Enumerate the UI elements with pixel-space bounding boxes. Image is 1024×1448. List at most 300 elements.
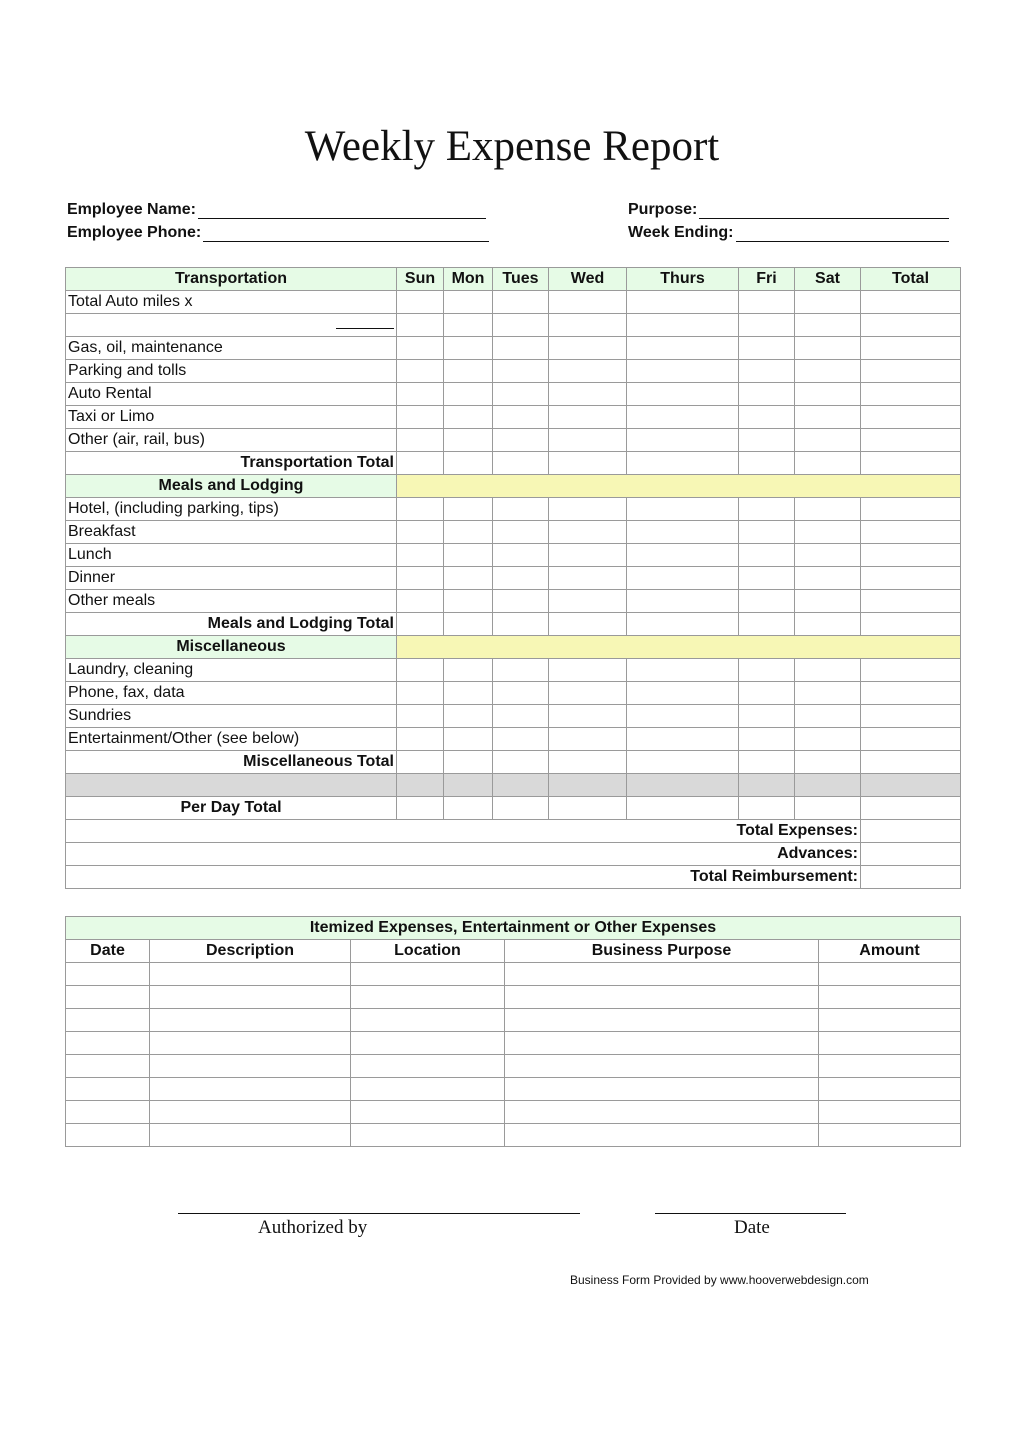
amount-cell[interactable] — [493, 544, 549, 567]
entry-cell[interactable] — [819, 963, 961, 986]
row-label: Breakfast — [66, 521, 397, 544]
amount-cell[interactable] — [444, 337, 493, 360]
table-row — [66, 705, 961, 728]
entry-cell[interactable] — [819, 1032, 961, 1055]
amount-cell[interactable] — [397, 567, 444, 590]
amount-cell[interactable] — [493, 337, 549, 360]
amount-cell[interactable] — [795, 521, 861, 544]
amount-cell[interactable] — [444, 544, 493, 567]
table-row — [66, 360, 961, 383]
entry-cell[interactable] — [150, 1078, 351, 1101]
amount-cell[interactable] — [627, 314, 739, 337]
amount-cell[interactable] — [493, 429, 549, 452]
amount-cell[interactable] — [549, 705, 627, 728]
amount-cell[interactable] — [493, 590, 549, 613]
amount-cell[interactable] — [444, 590, 493, 613]
amount-cell[interactable] — [397, 613, 444, 636]
amount-cell[interactable] — [549, 521, 627, 544]
amount-cell[interactable] — [861, 866, 961, 889]
amount-cell[interactable] — [397, 452, 444, 475]
amount-cell[interactable] — [444, 291, 493, 314]
amount-cell[interactable] — [627, 383, 739, 406]
mileage-rate-line[interactable] — [336, 314, 394, 329]
entry-cell[interactable] — [66, 1124, 150, 1147]
amount-cell[interactable] — [397, 705, 444, 728]
amount-cell[interactable] — [549, 452, 627, 475]
amount-cell[interactable] — [493, 613, 549, 636]
amount-cell[interactable] — [493, 659, 549, 682]
amount-cell[interactable] — [493, 291, 549, 314]
meals-total-label: Meals and Lodging Total — [66, 613, 397, 636]
amount-cell[interactable] — [627, 452, 739, 475]
amount-cell[interactable] — [397, 498, 444, 521]
amount-cell[interactable] — [549, 498, 627, 521]
amount-cell[interactable] — [627, 406, 739, 429]
amount-cell[interactable] — [493, 406, 549, 429]
row-label: Entertainment/Other (see below) — [66, 728, 397, 751]
amount-cell[interactable] — [549, 337, 627, 360]
amount-cell[interactable] — [549, 544, 627, 567]
amount-cell[interactable] — [444, 751, 493, 774]
table-row — [66, 383, 961, 406]
column-header: Total — [861, 268, 961, 291]
amount-cell[interactable] — [397, 751, 444, 774]
spacer-cell — [795, 774, 861, 797]
row-label: Parking and tolls — [66, 360, 397, 383]
row-label: Laundry, cleaning — [66, 659, 397, 682]
amount-cell[interactable] — [397, 337, 444, 360]
spacer-cell — [627, 774, 739, 797]
entry-cell[interactable] — [351, 1032, 505, 1055]
entry-cell[interactable] — [351, 1055, 505, 1078]
amount-cell[interactable] — [493, 452, 549, 475]
spacer-cell — [861, 774, 961, 797]
amount-cell[interactable] — [493, 567, 549, 590]
itemized-title: Itemized Expenses, Entertainment or Other Expenses — [66, 917, 961, 940]
amount-cell[interactable] — [627, 682, 739, 705]
itemized-table — [65, 916, 961, 1147]
amount-cell[interactable] — [493, 682, 549, 705]
row-label: Total Auto miles x — [66, 291, 397, 314]
itemized-header-row — [66, 940, 961, 963]
table-row — [66, 1078, 961, 1101]
amount-cell[interactable] — [549, 406, 627, 429]
amount-cell[interactable] — [739, 797, 795, 820]
amount-cell[interactable] — [627, 705, 739, 728]
entry-cell[interactable] — [66, 1055, 150, 1078]
entry-cell[interactable] — [505, 1032, 819, 1055]
entry-cell[interactable] — [819, 1009, 961, 1032]
amount-cell[interactable] — [444, 521, 493, 544]
amount-cell[interactable] — [739, 498, 795, 521]
amount-cell[interactable] — [795, 590, 861, 613]
column-header: Sat — [795, 268, 861, 291]
amount-cell[interactable] — [739, 682, 795, 705]
row-label: Taxi or Limo — [66, 406, 397, 429]
entry-cell[interactable] — [505, 1078, 819, 1101]
amount-cell[interactable] — [493, 797, 549, 820]
row-label: Lunch — [66, 544, 397, 567]
amount-cell[interactable] — [444, 728, 493, 751]
amount-cell[interactable] — [739, 613, 795, 636]
amount-cell[interactable] — [739, 337, 795, 360]
column-header: Wed — [549, 268, 627, 291]
column-header: Thurs — [627, 268, 739, 291]
amount-cell[interactable] — [549, 797, 627, 820]
entry-cell[interactable] — [351, 1101, 505, 1124]
table-row — [66, 1124, 961, 1147]
amount-cell[interactable] — [627, 728, 739, 751]
entry-cell[interactable] — [351, 963, 505, 986]
amount-cell[interactable] — [444, 383, 493, 406]
amount-cell[interactable] — [444, 452, 493, 475]
amount-cell[interactable] — [549, 613, 627, 636]
amount-cell[interactable] — [627, 337, 739, 360]
amount-cell[interactable] — [861, 337, 961, 360]
amount-cell[interactable] — [861, 521, 961, 544]
entry-cell[interactable] — [66, 1101, 150, 1124]
table-row — [66, 1009, 961, 1032]
entry-cell[interactable] — [351, 986, 505, 1009]
summary-row — [66, 843, 961, 866]
amount-cell[interactable] — [795, 544, 861, 567]
amount-cell[interactable] — [861, 682, 961, 705]
amount-cell[interactable] — [795, 751, 861, 774]
amount-cell[interactable] — [627, 544, 739, 567]
amount-cell[interactable] — [627, 659, 739, 682]
section-band — [397, 475, 961, 498]
entry-cell[interactable] — [819, 1055, 961, 1078]
total-reimbursement-label: Total Reimbursement: — [66, 866, 861, 889]
amount-cell[interactable] — [861, 797, 961, 820]
purpose-line[interactable] — [699, 202, 949, 219]
entry-cell[interactable] — [150, 1009, 351, 1032]
amount-cell[interactable] — [397, 291, 444, 314]
table-row — [66, 521, 961, 544]
amount-cell[interactable] — [627, 751, 739, 774]
amount-cell[interactable] — [444, 705, 493, 728]
amount-cell[interactable] — [444, 797, 493, 820]
row-label: Sundries — [66, 705, 397, 728]
amount-cell[interactable] — [444, 613, 493, 636]
amount-cell[interactable] — [739, 659, 795, 682]
amount-cell[interactable] — [397, 728, 444, 751]
amount-cell[interactable] — [861, 452, 961, 475]
amount-cell[interactable] — [444, 406, 493, 429]
amount-cell[interactable] — [549, 590, 627, 613]
amount-cell[interactable] — [397, 590, 444, 613]
spacer-cell — [549, 774, 627, 797]
entry-cell[interactable] — [351, 1124, 505, 1147]
row-label: Auto Rental — [66, 383, 397, 406]
amount-cell[interactable] — [549, 682, 627, 705]
amount-cell[interactable] — [861, 613, 961, 636]
footer-credit: Business Form Provided by www.hooverwebdesign.com — [570, 1273, 869, 1287]
entry-cell[interactable] — [66, 1009, 150, 1032]
spacer-row — [66, 774, 961, 797]
amount-cell[interactable] — [627, 613, 739, 636]
column-header: Date — [66, 940, 150, 963]
entry-cell[interactable] — [505, 1124, 819, 1147]
amount-cell[interactable] — [493, 728, 549, 751]
table-row — [66, 291, 961, 314]
spacer-cell — [493, 774, 549, 797]
amount-cell[interactable] — [739, 360, 795, 383]
row-label: Gas, oil, maintenance — [66, 337, 397, 360]
row-label: Phone, fax, data — [66, 682, 397, 705]
amount-cell[interactable] — [444, 314, 493, 337]
misc-total-label: Miscellaneous Total — [66, 751, 397, 774]
amount-cell[interactable] — [795, 797, 861, 820]
amount-cell[interactable] — [861, 383, 961, 406]
page-title: Weekly Expense Report — [304, 123, 720, 170]
entry-cell[interactable] — [819, 986, 961, 1009]
entry-cell[interactable] — [150, 1032, 351, 1055]
table-row — [66, 406, 961, 429]
amount-cell[interactable] — [493, 498, 549, 521]
column-header: Tues — [493, 268, 549, 291]
employee-name-label: Employee Name: — [67, 201, 196, 218]
week-ending-line[interactable] — [736, 225, 949, 242]
amount-cell[interactable] — [549, 314, 627, 337]
amount-cell[interactable] — [861, 590, 961, 613]
employee-name-field[interactable] — [67, 201, 486, 219]
amount-cell[interactable] — [739, 406, 795, 429]
amount-cell[interactable] — [795, 659, 861, 682]
table-row — [66, 314, 961, 337]
entry-cell[interactable] — [66, 986, 150, 1009]
entry-cell[interactable] — [66, 1078, 150, 1101]
amount-cell[interactable] — [795, 291, 861, 314]
table-row — [66, 986, 961, 1009]
amount-cell[interactable] — [493, 314, 549, 337]
amount-cell[interactable] — [739, 728, 795, 751]
amount-cell[interactable] — [397, 429, 444, 452]
transportation-header: Transportation — [66, 268, 397, 291]
row-label: Dinner — [66, 567, 397, 590]
amount-cell[interactable] — [444, 567, 493, 590]
amount-cell[interactable] — [397, 314, 444, 337]
entry-cell[interactable] — [819, 1124, 961, 1147]
entry-cell[interactable] — [150, 1055, 351, 1078]
employee-name-line[interactable] — [198, 202, 486, 219]
subtotal-row — [66, 613, 961, 636]
employee-phone-field[interactable] — [67, 224, 489, 242]
amount-cell[interactable] — [739, 521, 795, 544]
amount-cell[interactable] — [861, 406, 961, 429]
amount-cell[interactable] — [795, 383, 861, 406]
entry-cell[interactable] — [351, 1009, 505, 1032]
amount-cell[interactable] — [861, 544, 961, 567]
header-row — [66, 268, 961, 291]
amount-cell[interactable] — [627, 291, 739, 314]
amount-cell[interactable] — [397, 521, 444, 544]
amount-cell[interactable] — [861, 498, 961, 521]
table-row — [66, 1055, 961, 1078]
transportation-total-label: Transportation Total — [66, 452, 397, 475]
entry-cell[interactable] — [505, 986, 819, 1009]
employee-phone-line[interactable] — [203, 225, 489, 242]
amount-cell[interactable] — [739, 567, 795, 590]
entry-cell[interactable] — [351, 1078, 505, 1101]
per-day-total-label: Per Day Total — [66, 797, 397, 820]
entry-cell[interactable] — [505, 963, 819, 986]
table-row — [66, 728, 961, 751]
amount-cell[interactable] — [549, 567, 627, 590]
entry-cell[interactable] — [150, 1101, 351, 1124]
amount-cell[interactable] — [739, 314, 795, 337]
spacer-cell — [444, 774, 493, 797]
week-ending-label: Week Ending: — [628, 224, 734, 241]
per-day-row — [66, 797, 961, 820]
amount-cell[interactable] — [444, 498, 493, 521]
amount-cell[interactable] — [795, 705, 861, 728]
amount-cell[interactable] — [739, 291, 795, 314]
amount-cell[interactable] — [739, 429, 795, 452]
entry-cell[interactable] — [66, 963, 150, 986]
amount-cell[interactable] — [493, 521, 549, 544]
amount-cell[interactable] — [861, 429, 961, 452]
amount-cell[interactable] — [861, 567, 961, 590]
amount-cell[interactable] — [739, 590, 795, 613]
amount-cell[interactable] — [795, 613, 861, 636]
column-header: Description — [150, 940, 351, 963]
column-header: Mon — [444, 268, 493, 291]
authorized-signature-line[interactable] — [178, 1213, 580, 1214]
amount-cell[interactable] — [549, 751, 627, 774]
amount-cell[interactable] — [397, 797, 444, 820]
spacer-cell — [66, 774, 397, 797]
table-row — [66, 1032, 961, 1055]
amount-cell[interactable] — [795, 498, 861, 521]
employee-phone-label: Employee Phone: — [67, 224, 202, 241]
spacer-cell — [739, 774, 795, 797]
amount-cell[interactable] — [627, 797, 739, 820]
entry-cell[interactable] — [505, 1101, 819, 1124]
section-header-row — [66, 636, 961, 659]
amount-cell[interactable] — [627, 498, 739, 521]
table-row — [66, 567, 961, 590]
amount-cell[interactable] — [397, 360, 444, 383]
amount-cell[interactable] — [795, 360, 861, 383]
amount-cell[interactable] — [739, 544, 795, 567]
amount-cell[interactable] — [795, 406, 861, 429]
amount-cell[interactable] — [549, 360, 627, 383]
total-expenses-label: Total Expenses: — [66, 820, 861, 843]
amount-cell[interactable] — [861, 705, 961, 728]
column-header: Business Purpose — [505, 940, 819, 963]
table-row — [66, 429, 961, 452]
entry-cell[interactable] — [150, 1124, 351, 1147]
amount-cell[interactable] — [739, 383, 795, 406]
amount-cell[interactable] — [861, 728, 961, 751]
amount-cell[interactable] — [493, 360, 549, 383]
amount-cell[interactable] — [795, 728, 861, 751]
amount-cell[interactable] — [739, 705, 795, 728]
purpose-label: Purpose: — [628, 201, 698, 218]
amount-cell[interactable] — [397, 383, 444, 406]
amount-cell[interactable] — [397, 544, 444, 567]
table-row — [66, 1101, 961, 1124]
row-label: Other meals — [66, 590, 397, 613]
amount-cell[interactable] — [861, 751, 961, 774]
amount-cell[interactable] — [397, 682, 444, 705]
amount-cell[interactable] — [549, 659, 627, 682]
amount-cell[interactable] — [627, 360, 739, 383]
table-row — [66, 337, 961, 360]
amount-cell[interactable] — [444, 360, 493, 383]
row-label: Hotel, (including parking, tips) — [66, 498, 397, 521]
amount-cell[interactable] — [739, 452, 795, 475]
table-row — [66, 544, 961, 567]
spacer-cell — [397, 774, 444, 797]
expense-table — [65, 267, 961, 889]
table-row — [66, 659, 961, 682]
amount-cell[interactable] — [739, 751, 795, 774]
entry-cell[interactable] — [66, 1032, 150, 1055]
amount-cell[interactable] — [795, 337, 861, 360]
amount-cell[interactable] — [549, 383, 627, 406]
amount-cell[interactable] — [493, 751, 549, 774]
itemized-title-row — [66, 917, 961, 940]
summary-row — [66, 866, 961, 889]
amount-cell[interactable] — [627, 590, 739, 613]
purpose-field[interactable] — [628, 201, 949, 219]
amount-cell[interactable] — [627, 567, 739, 590]
amount-cell[interactable] — [444, 659, 493, 682]
amount-cell[interactable] — [493, 705, 549, 728]
amount-cell[interactable] — [795, 452, 861, 475]
column-header: Location — [351, 940, 505, 963]
mileage-rate-blank[interactable] — [66, 314, 397, 337]
amount-cell[interactable] — [795, 682, 861, 705]
entry-cell[interactable] — [150, 963, 351, 986]
entry-cell[interactable] — [150, 986, 351, 1009]
amount-cell[interactable] — [861, 291, 961, 314]
amount-cell[interactable] — [861, 659, 961, 682]
entry-cell[interactable] — [819, 1101, 961, 1124]
amount-cell[interactable] — [444, 682, 493, 705]
table-row — [66, 682, 961, 705]
amount-cell[interactable] — [397, 406, 444, 429]
amount-cell[interactable] — [861, 314, 961, 337]
entry-cell[interactable] — [819, 1078, 961, 1101]
amount-cell[interactable] — [861, 820, 961, 843]
amount-cell[interactable] — [549, 728, 627, 751]
amount-cell[interactable] — [397, 659, 444, 682]
week-ending-field[interactable] — [628, 224, 949, 242]
date-signature-line[interactable] — [655, 1213, 846, 1214]
column-header: Amount — [819, 940, 961, 963]
entry-cell[interactable] — [505, 1055, 819, 1078]
amount-cell[interactable] — [549, 429, 627, 452]
column-header: Sun — [397, 268, 444, 291]
amount-cell[interactable] — [795, 314, 861, 337]
amount-cell[interactable] — [627, 429, 739, 452]
amount-cell[interactable] — [861, 843, 961, 866]
amount-cell[interactable] — [444, 429, 493, 452]
amount-cell[interactable] — [493, 383, 549, 406]
amount-cell[interactable] — [627, 521, 739, 544]
amount-cell[interactable] — [795, 567, 861, 590]
table-row — [66, 963, 961, 986]
meals-header: Meals and Lodging — [66, 475, 397, 498]
entry-cell[interactable] — [505, 1009, 819, 1032]
table-row — [66, 590, 961, 613]
amount-cell[interactable] — [549, 291, 627, 314]
amount-cell[interactable] — [795, 429, 861, 452]
amount-cell[interactable] — [861, 360, 961, 383]
